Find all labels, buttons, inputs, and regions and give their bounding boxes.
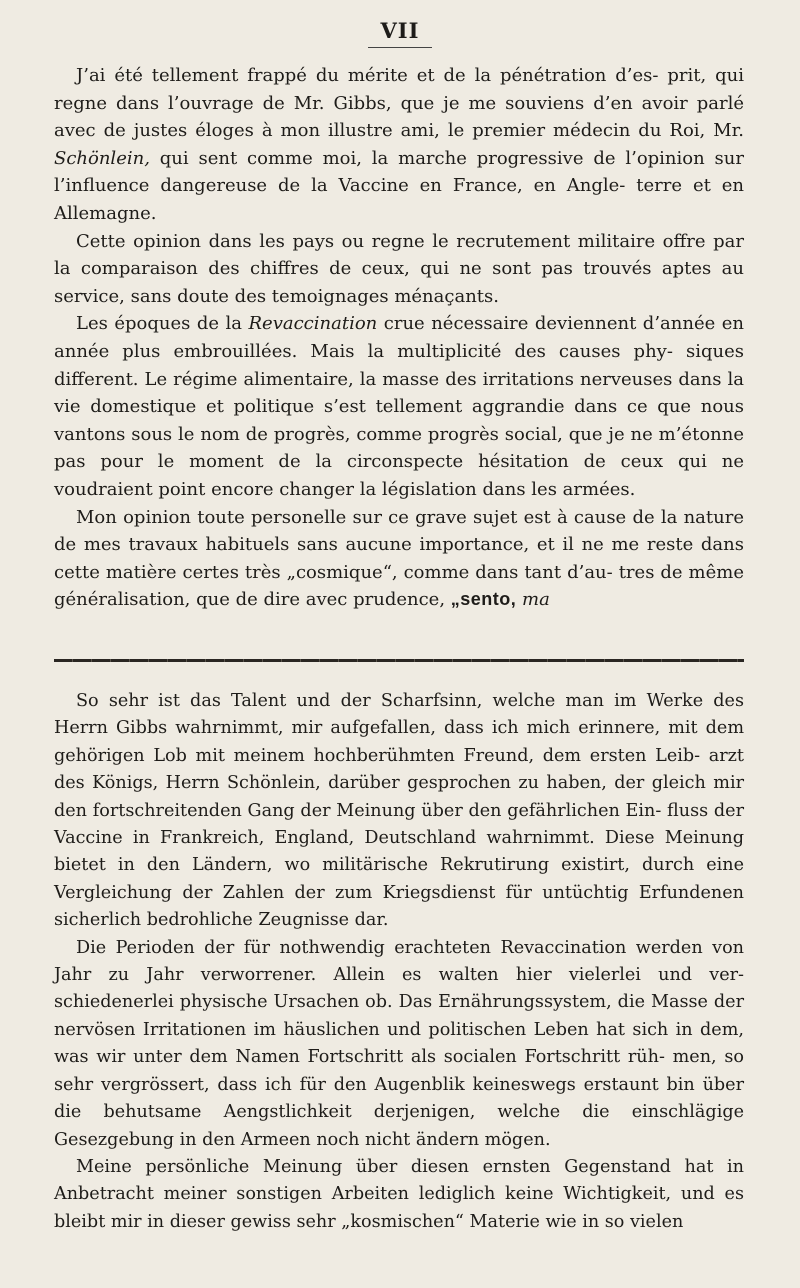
french-paragraph-4-part-a: Mon opinion toute personelle sur ce grave sujet est à cause de la nature de mes travaux habituels sans aucune importance, et il ne me reste dans cette matière certes très „cosmique“, comme dans tant d’au- tres de même généralisation, que de dire avec prudence, (54, 506, 744, 611)
french-paragraph-4 (54, 504, 744, 614)
page-number-rule (368, 47, 432, 48)
german-paragraph-1: So sehr ist das Talent und der Scharfsinn, welche man im Werke des Herrn Gibbs wahrnimmt, mir aufgefallen, dass ich mich erinnere, mit dem gehörigen Lob mit meinem hochberühmten Freund, dem ersten Leib- arzt des Königs, Herrn Schönlein, darüber gesprochen zu haben, der gleich mir den fortschreitenden Gang der Meinung über den gefährlichen Ein- fluss der Vaccine in Frankreich, England, Deutschland wahrnimmt. Diese Meinung bietet in den Ländern, wo militärische Rekrutirung existirt, durch eine Vergleichung der Zahlen der zum Kriegsdienst für untüchtig Erfundenen sicherlich bedrohliche Zeugnisse dar. (54, 691, 744, 931)
french-paragraph-1-italic: Schönlein, (54, 147, 150, 169)
french-paragraph-1-part-a: J’ai été tellement frappé du mérite et de la pénétration d’es- prit, qui regne dans l’ouvrage de Mr. Gibbs, que je me souviens d’en avoir parlé avec de justes éloges à mon illustre ami, le premier médecin du Roi, Mr. (54, 65, 744, 142)
page-number-text: VII (380, 18, 420, 43)
french-paragraph-2-part-a: Cette opinion dans les pays ou regne le recrutement militaire offre par la comparaison des chiffres de ceux, qui ne sont pas trouvés aptes au service, sans doute des temoignages ménaçants. (54, 230, 744, 307)
french-paragraph-4-spaced: „sento, (450, 589, 517, 610)
french-paragraph-3-part-b: crue nécessaire deviennent d’année en année plus embrouillées. Mais la multiplicité des causes phy- siques different. Le régime alimentaire, la masse des irritations nerveuses dans la vie domestique et politique s’est tellement aggrandie dans ce que nous vantons sous le nom de progrès, comme progrès social, que je ne m’étonne pas pour le moment de la circonspecte hésitation de ceux qui ne voudraient point encore changer la législation dans les armées. (54, 313, 744, 500)
german-text-section (54, 688, 744, 1236)
french-paragraph-3-part-a: Les époques de la (76, 313, 249, 335)
french-text-section (54, 62, 744, 614)
french-paragraph-2 (54, 228, 744, 311)
french-paragraph-1-part-b: qui sent comme moi, la marche progressive de l’opinion sur l’influence dangereuse de la Vaccine en France, en Angle- terre et en Allemagne. (54, 147, 744, 224)
french-paragraph-3 (54, 310, 744, 503)
german-paragraph-2: Die Perioden der für nothwendig erachteten Revaccination werden von Jahr zu Jahr verworrener. Allein es walten hier vielerlei und ver- schiedenerlei physische Ursachen ob. Das Ernährungssystem, die Masse der nervösen Irritationen im häuslichen und politischen Leben hat sich in dem, was wir unter dem Namen Fortschritt als socialen Fortschritt rüh- men, so sehr vergrössert, dass ich für den Augenblik keineswegs erstaunt bin über die behutsame Aengstlichkeit derjenigen, welche die einschlägige Gesezgebung in den Armeen noch nicht ändern mögen. (54, 937, 744, 1150)
french-paragraph-4-part-b: ma (516, 589, 550, 611)
french-paragraph-3-italic: Revaccination (248, 313, 378, 335)
german-paragraph-3: Meine persönliche Meinung über diesen ernsten Gegenstand hat in Anbetracht meiner sonstigen Arbeiten lediglich keine Wichtigkeit, und es bleibt mir in dieser gewiss sehr „kosmischen“ Materie wie in so vielen (54, 1156, 744, 1232)
page-number (0, 18, 800, 48)
section-divider (54, 659, 744, 662)
french-paragraph-1 (54, 62, 744, 228)
